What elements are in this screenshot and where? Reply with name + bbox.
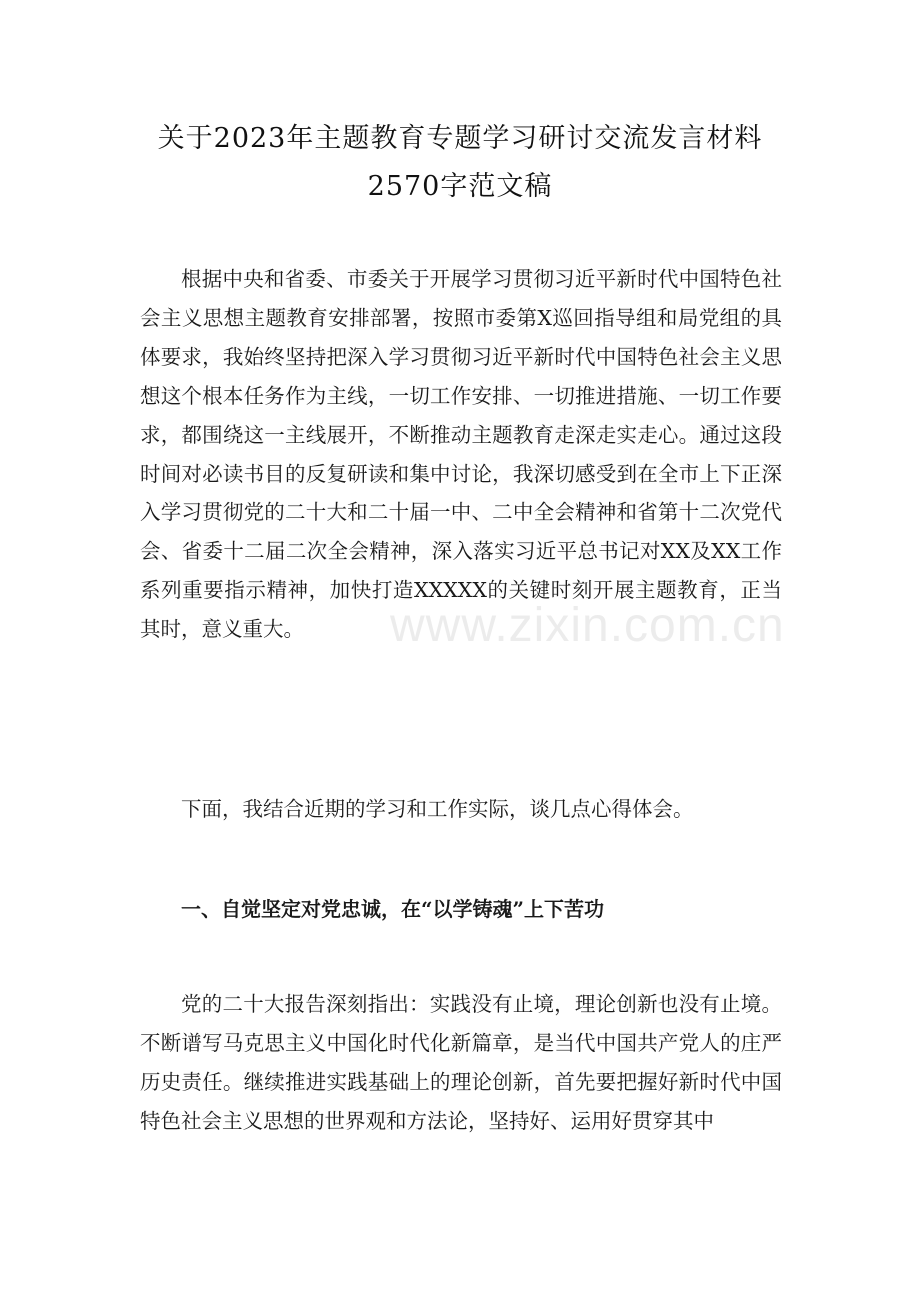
paragraph-section1: 党的二十大报告深刻指出：实践没有止境，理论创新也没有止境。不断谱写马克思主义中国化时代化新篇章，是当代中国共产党人的庄严历史责任。继续推进实践基础上的理论创新，首先要把握好新时代中国特色社会主义思想的世界观和方法论，坚持好、运用好贯穿其中 <box>140 992 782 1133</box>
paragraph-transition: 下面，我结合近期的学习和工作实际，谈几点心得体会。 <box>181 797 694 821</box>
document-title-line2: 2570字范文稿 <box>367 171 553 202</box>
document-title-line1: 关于2023年主题教育专题学习研讨交流发言材料 <box>157 123 763 154</box>
section-heading-1: 一、自觉坚定对党忠诚，在“以学铸魂”上下苦功 <box>181 897 605 921</box>
paragraph-intro: 根据中央和省委、市委关于开展学习贯彻习近平新时代中国特色社会主义思想主题教育安排部署，按照市委第X巡回指导组和局党组的具体要求，我始终坚持把深入学习贯彻习近平新时代中国特色社会主义思想这个根本任务作为主线，一切工作安排、一切推进措施、一切工作要求，都围绕这一主线展开，不断推动主题教育走深走实走心。通过这段时间对必读书目的反复研读和集中讨论，我深切感受到在全市上下正深入学习贯彻党的二十大和二十届一中、二中全会精神和省第十二次党代会、省委十二届二次全会精神，深入落实习近平总书记对XX及XX工作系列重要指示精神，加快打造XXXXX的关键时刻开展主题教育，正当其时，意义重大。 <box>140 267 782 642</box>
watermark-text: www.zixin.com.cn <box>390 599 785 652</box>
